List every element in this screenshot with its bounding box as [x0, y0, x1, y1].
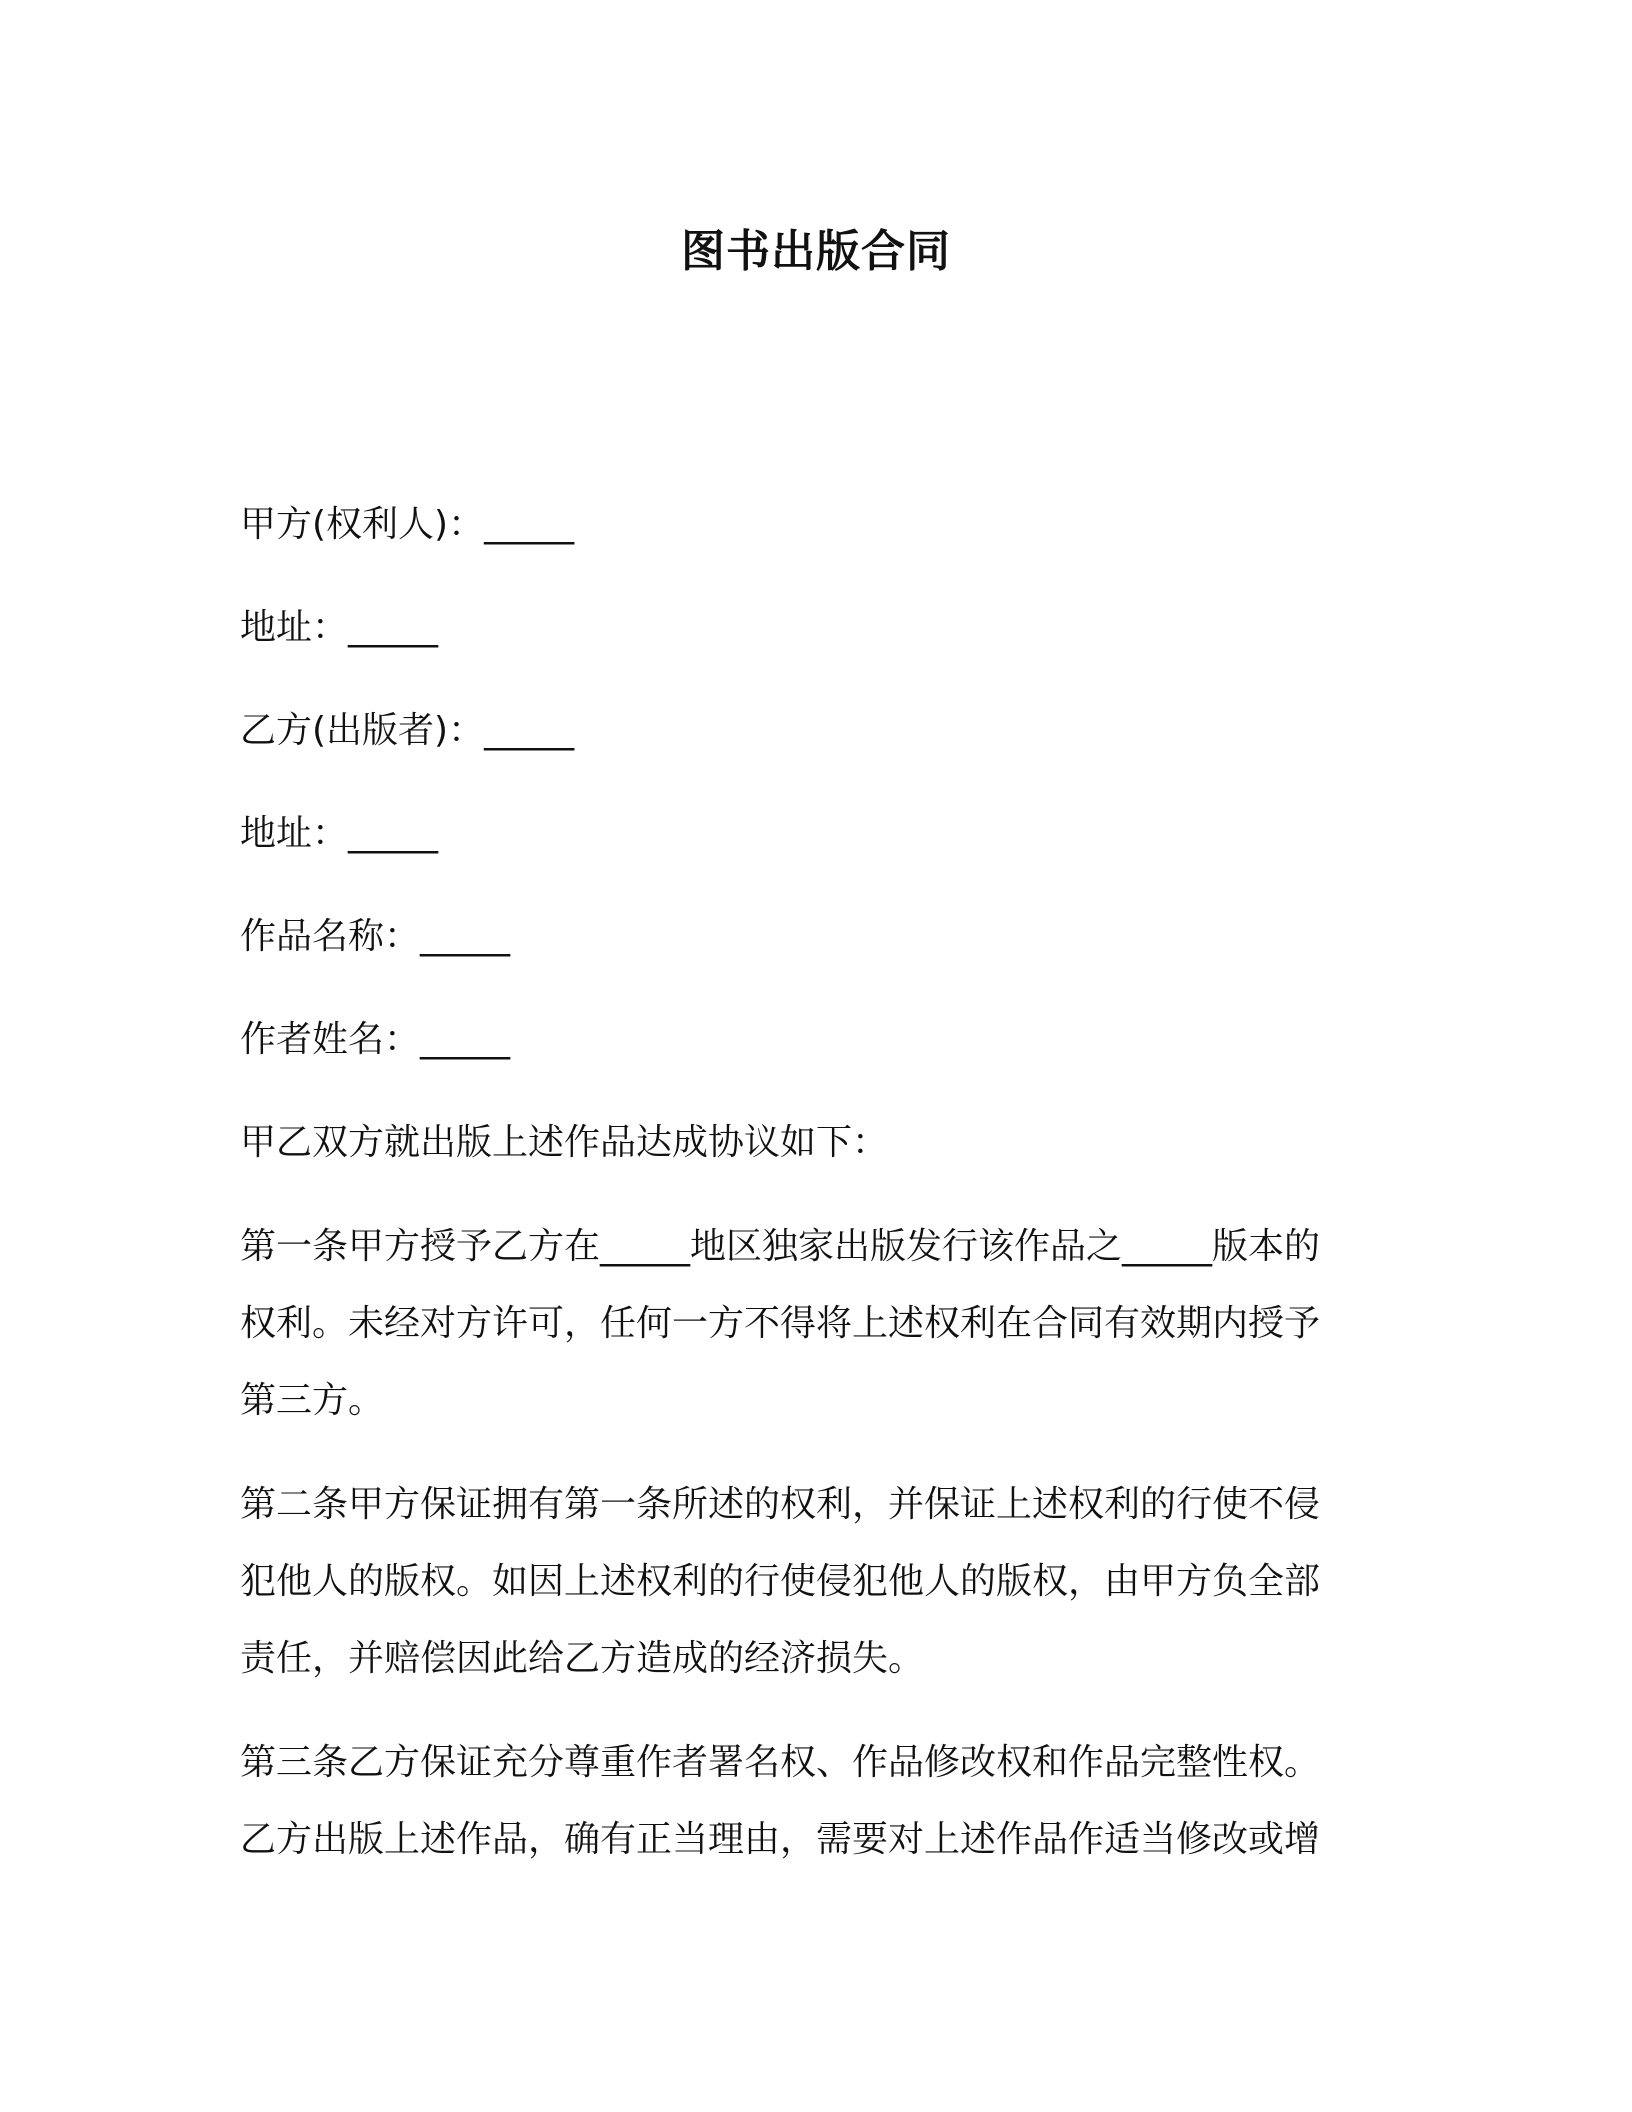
- field-author-name: 作者姓名：_____: [240, 1019, 511, 1060]
- article-2: [240, 1466, 1390, 1697]
- field-party-b-address: 地址：_____: [240, 813, 439, 854]
- article-2-line: 犯他人的版权。如因上述权利的行使侵犯他人的版权，由甲方负全部: [240, 1561, 1321, 1602]
- document-title: 图书出版合同: [681, 226, 951, 277]
- field-party-b: 乙方(出版者)：_____: [240, 710, 575, 751]
- field-party-a-address: 地址：_____: [240, 607, 439, 648]
- article-3-line: 乙方出版上述作品，确有正当理由，需要对上述作品作适当修改或增: [240, 1819, 1321, 1860]
- article-1: [240, 1208, 1390, 1439]
- article-3-line: 第三条乙方保证充分尊重作者署名权、作品修改权和作品完整性权。: [240, 1742, 1321, 1783]
- article-2-line: 第二条甲方保证拥有第一条所述的权利，并保证上述权利的行使不侵: [240, 1484, 1321, 1525]
- article-2-line: 责任，并赔偿因此给乙方造成的经济损失。: [240, 1638, 925, 1679]
- field-work-title: 作品名称：_____: [240, 916, 511, 957]
- article-1-line: 第一条甲方授予乙方在_____地区独家出版发行该作品之_____版本的: [240, 1226, 1321, 1267]
- article-1-line: 第三方。: [240, 1380, 385, 1421]
- agreement-intro: 甲乙双方就出版上述作品达成协议如下：: [240, 1122, 889, 1163]
- field-party-a: 甲方(权利人)：_____: [240, 504, 575, 545]
- article-3: [240, 1724, 1390, 1878]
- article-1-line: 权利。未经对方许可，任何一方不得将上述权利在合同有效期内授予: [240, 1303, 1321, 1344]
